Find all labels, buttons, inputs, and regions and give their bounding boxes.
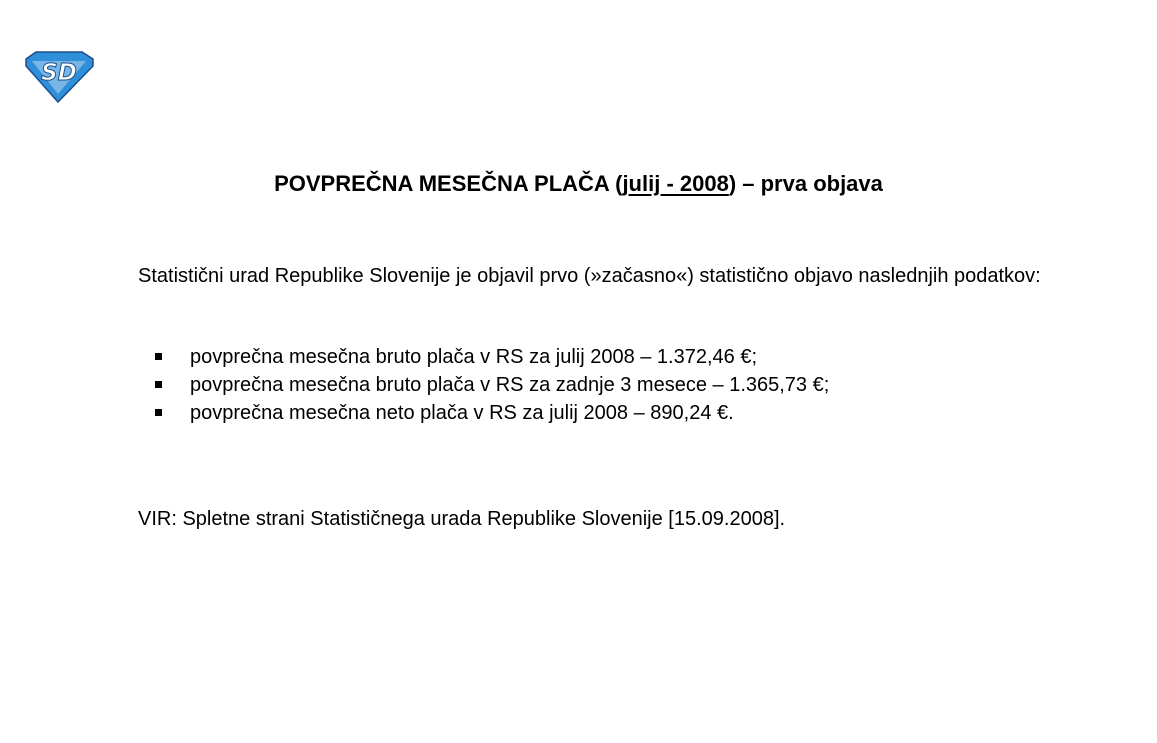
logo-text: SD [41, 60, 77, 86]
intro-paragraph: Statistični urad Republike Slovenije je objavil prvo (»začasno«) statistično objavo naslednjih podatkov: [138, 265, 1041, 287]
square-bullet-icon [155, 353, 162, 360]
list-item [138, 399, 1047, 427]
title-suffix: ) – prva objava [728, 171, 883, 196]
list-item-text: povprečna mesečna bruto plača v RS za zadnje 3 mesece – 1.365,73 €; [190, 374, 830, 396]
list-item [138, 343, 1047, 371]
sd-logo-icon [22, 50, 96, 104]
list-item [138, 371, 1047, 399]
list-item-text: povprečna mesečna neto plača v RS za julij 2008 – 890,24 €. [190, 402, 734, 424]
source-note: VIR: Spletne strani Statističnega urada Republike Slovenije [15.09.2008]. [138, 508, 786, 530]
title-prefix: POVPREČNA MESEČNA PLAČA ( [274, 171, 623, 196]
document-title [0, 169, 1157, 199]
square-bullet-icon [155, 381, 162, 388]
salary-list [138, 343, 1047, 427]
square-bullet-icon [155, 409, 162, 416]
title-period: julij - 2008 [622, 171, 729, 196]
list-item-text: povprečna mesečna bruto plača v RS za julij 2008 – 1.372,46 €; [190, 346, 758, 368]
